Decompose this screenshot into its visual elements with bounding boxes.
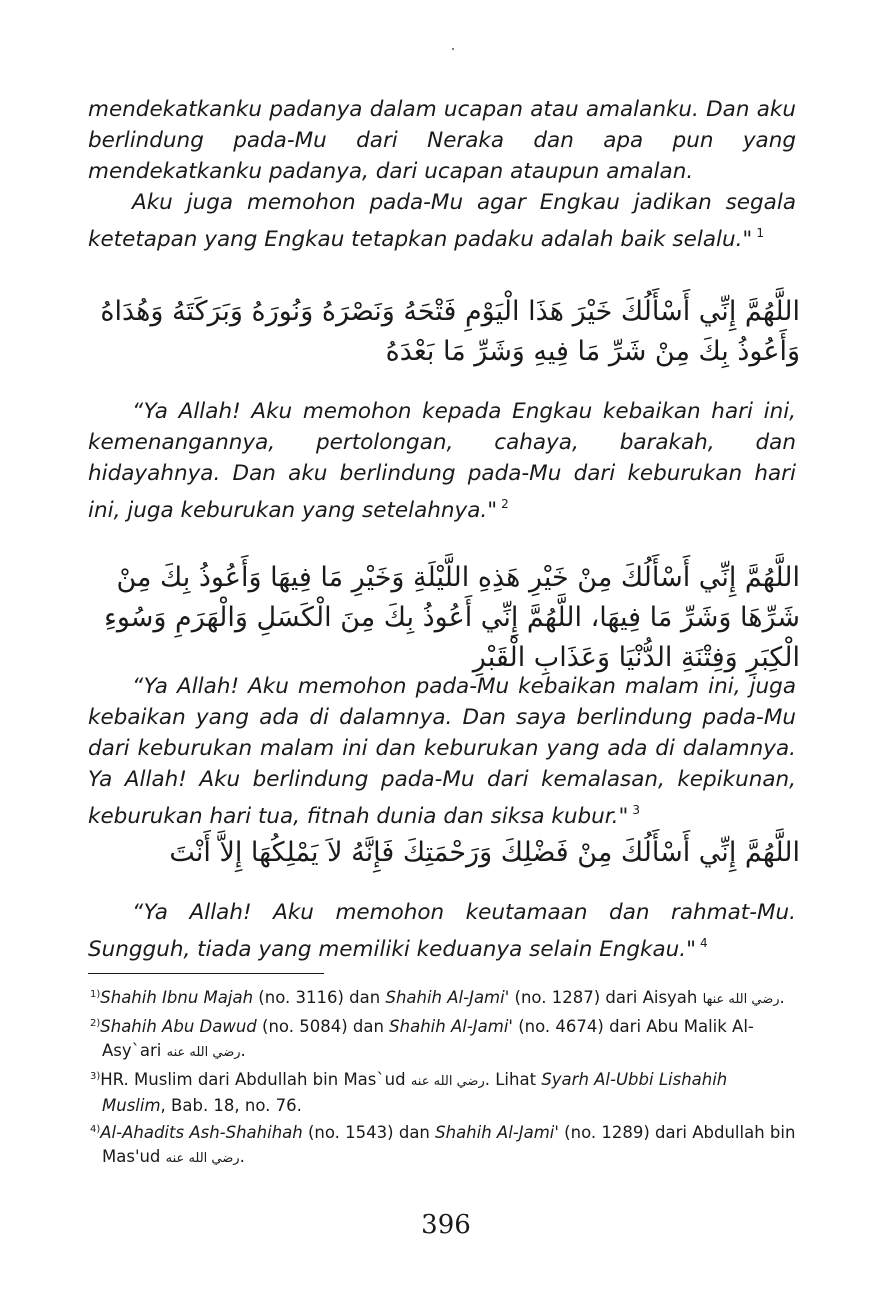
- footnotes: [90, 983, 796, 1171]
- footnote-ref-1: 1: [756, 226, 764, 240]
- paragraph-3-text: “Ya Allah! Aku memohon kepada Engkau kebaikan hari ini, kemenangannya, pertolongan, cahaya, barakah, dan hidayahnya. Dan aku berlindung pada-Mu dari keburukan hari ini, juga keburukan yang setelahnya.": [88, 399, 796, 523]
- paragraph-5-text: “Ya Allah! Aku memohon keutamaan dan rahmat-Mu. Sungguh, tiada yang memiliki keduanya selain Engkau.": [88, 900, 796, 962]
- footnote-1: [90, 983, 796, 1012]
- paragraph-4: [88, 671, 796, 832]
- footnote-1-title: Shahih Ibnu Majah: [100, 988, 254, 1007]
- footnote-2-text-b: (no. 4674) dari Abu Malik Al-Asy`ari: [102, 1017, 754, 1060]
- footnote-ref-3: 3: [632, 803, 641, 817]
- page-number: 396: [421, 1210, 471, 1240]
- footnote-3-text-b: , Bab. 18, no. 76.: [160, 1096, 302, 1115]
- footnote-3: [90, 1065, 796, 1118]
- honorific-seal-icon: رضي الله عنه: [410, 1074, 485, 1089]
- footnote-ref-2: 2: [501, 497, 509, 511]
- paragraph-3: [88, 396, 796, 526]
- footnote-3-text-a: . Lihat: [484, 1070, 542, 1089]
- page-speck: [452, 48, 454, 50]
- paragraph-2-text: Aku juga memohon pada-Mu agar Engkau jadikan segala ketetapan yang Engkau tetapkan padaku adalah baik selalu.": [88, 190, 796, 252]
- footnote-1-text-c: .: [779, 988, 785, 1007]
- footnote-1-num: 1): [90, 989, 101, 1000]
- paragraph-2: [88, 187, 796, 255]
- footnote-4-num: 4): [90, 1124, 101, 1135]
- footnote-4-title2: Shahih Al-Jami': [435, 1123, 559, 1142]
- footnote-4: [90, 1118, 796, 1171]
- footnote-3-text-pre: HR. Muslim dari Abdullah bin Mas`ud: [100, 1070, 411, 1089]
- footnote-3-title: Syarh Al-Ubbi Lishahih Muslim: [102, 1070, 728, 1115]
- footnote-2-title: Shahih Abu Dawud: [100, 1017, 257, 1036]
- footnote-3-num: 3): [90, 1071, 101, 1082]
- footnote-2-text-c: .: [240, 1041, 246, 1060]
- footnote-2: [90, 1012, 796, 1065]
- footnote-4-text-b: (no. 1289) dari Abdullah bin Mas'ud: [102, 1123, 796, 1166]
- footnote-4-title: Al-Ahadits Ash-Shahihah: [100, 1123, 303, 1142]
- paragraph-1-text: mendekatkanku padanya dalam ucapan atau amalanku. Dan aku berlindung pada-Mu dari Neraka dan apa pun yang mendekatkanku padanya, dari ucapan ataupun amalan.: [88, 97, 796, 184]
- footnote-2-num: 2): [90, 1018, 101, 1029]
- honorific-seal-icon: رضي الله عنه: [165, 1151, 240, 1166]
- paragraph-4-text: “Ya Allah! Aku memohon pada-Mu kebaikan malam ini, juga kebaikan yang ada di dalamnya. Dan saya berlindung pada-Mu dari keburukan malam ini dan keburukan yang ada di dalamnya. Ya Allah! Aku berlindung pada-Mu dari kemalasan, kepikunan, keburukan hari tua, fitnah dunia dan siksa kubur.": [88, 674, 796, 829]
- arabic-prayer-2: اللَّهُمَّ إِنِّي أَسْأَلُكَ مِنْ خَيْرِ هَذِهِ اللَّيْلَةِ وَخَيْرِ مَا فِيهَا وَأَعُوذُ بِكَ مِنْ شَرِّهَا وَشَرِّ مَا فِيهَا، اللَّهُمَّ إِنِّي أَعُوذُ بِكَ مِنَ الْكَسَلِ وَالْهَرَمِ وَسُوءِ الْكِبَرِ وَفِتْنَةِ الدُّنْيَا وَعَذَابِ الْقَبْرِ: [104, 562, 800, 673]
- footnote-4-text-c: .: [239, 1147, 245, 1166]
- footnote-1-text-b: (no. 1287) dari Aisyah: [509, 988, 703, 1007]
- footnote-2-title2: Shahih Al-Jami': [389, 1017, 513, 1036]
- paragraph-1: [88, 94, 796, 187]
- footnote-4-text-a: (no. 1543) dan: [302, 1123, 436, 1142]
- footnote-ref-4: 4: [699, 936, 708, 950]
- paragraph-5: [88, 897, 796, 965]
- footnote-1-text-a: (no. 3116) dan: [253, 988, 386, 1007]
- footnote-1-title2: Shahih Al-Jami': [385, 988, 510, 1007]
- arabic-prayer-1: اللَّهُمَّ إِنِّي أَسْأَلُكَ خَيْرَ هَذَا الْيَوْمِ فَتْحَهُ وَنَصْرَهُ وَنُورَهُ وَبَرَكَتَهُ وَهُدَاهُ وَأَعُوذُ بِكَ مِنْ شَرِّ مَا فِيهِ وَشَرِّ مَا بَعْدَهُ: [100, 296, 800, 367]
- honorific-seal-icon: رضي الله عنه: [166, 1045, 241, 1060]
- footnote-divider: [88, 973, 324, 974]
- footnote-2-text-a: (no. 5084) dan: [256, 1017, 390, 1036]
- arabic-prayer-3: اللَّهُمَّ إِنِّي أَسْأَلُكَ مِنْ فَضْلِكَ وَرَحْمَتِكَ فَإِنَّهُ لاَ يَمْلِكُهَا إِلاَّ أَنْتَ: [169, 837, 800, 868]
- honorific-seal-icon: رضي الله عنها: [702, 992, 780, 1007]
